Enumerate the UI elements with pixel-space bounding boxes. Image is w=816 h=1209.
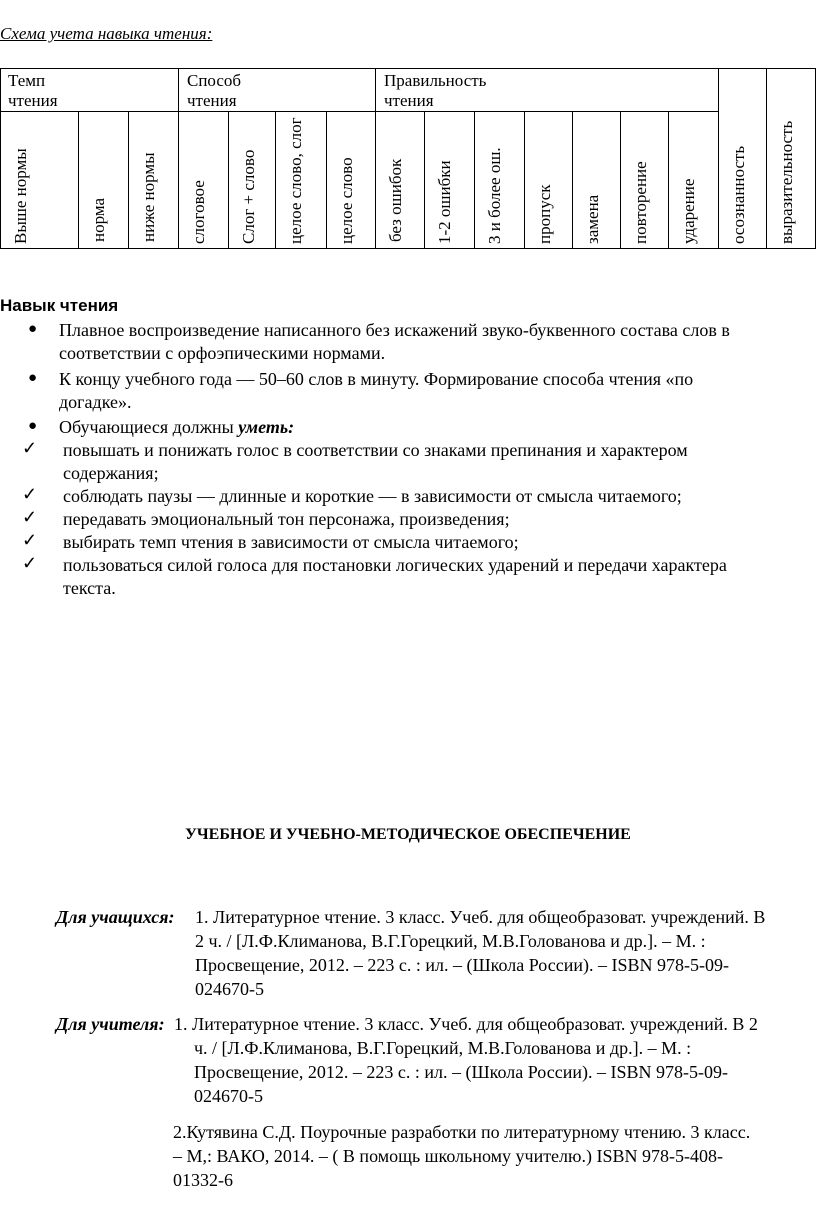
check-item-1b: содержания; <box>63 463 159 483</box>
skill-bullet-1a: Плавное воспроизведение написанного без искажений звуко-буквенного состава слов в <box>59 320 730 340</box>
table-rule <box>178 68 179 248</box>
table-rule <box>0 68 816 69</box>
table-column-label: осознанность <box>729 145 748 244</box>
table-rule <box>0 68 1 248</box>
table-column-label: целое слово <box>337 157 356 244</box>
bullet-icon: ● <box>28 418 38 434</box>
students-ref-line-2: 2 ч. / [Л.Ф.Климанова, В.Г.Горецкий, М.В.Голованова и др.]. – М. : <box>195 931 706 951</box>
table-column-label: выразительность <box>777 120 796 244</box>
table-rule <box>0 111 718 112</box>
table-column-label: целое слово, слог <box>286 117 305 244</box>
checkmark-icon: ✓ <box>22 438 38 458</box>
table-rule <box>228 111 229 248</box>
teacher-ref-line-1: 1. Литературное чтение. 3 класс. Учеб. для общеобразоват. учреждений. В 2 <box>174 1014 758 1034</box>
students-label: Для учащихся: <box>56 907 175 927</box>
table-group-header: Способ чтения <box>187 71 242 110</box>
check-item-2: соблюдать паузы — длинные и короткие — в зависимости от смысла читаемого; <box>63 486 682 506</box>
table-rule <box>424 111 425 248</box>
table-column-label: Выше нормы <box>11 148 30 244</box>
table-column-label: 1-2 ошибки <box>435 160 454 244</box>
checkmark-icon: ✓ <box>22 484 38 504</box>
checkmark-icon: ✓ <box>22 507 38 527</box>
students-ref-line-4: 024670-5 <box>195 979 264 999</box>
skill-bullet-3 <box>59 416 799 439</box>
table-column-label: без ошибок <box>386 158 405 242</box>
table-group-header: Темп чтения <box>8 71 58 110</box>
table-rule <box>275 111 276 248</box>
table-rule <box>0 248 816 249</box>
check-item-3: передавать эмоциональный тон персонажа, произведения; <box>63 509 510 529</box>
checkmark-icon: ✓ <box>22 530 38 550</box>
must-word: уметь: <box>238 417 295 437</box>
table-rule <box>766 68 767 248</box>
teacher-ref-line-2: ч. / [Л.Ф.Климанова, В.Г.Горецкий, М.В.Голованова и др.]. – М. : <box>194 1038 692 1058</box>
table-column-label: замена <box>583 194 602 244</box>
teacher-ref-line-3: Просвещение, 2012. – 223 с. : ил. – (Школа России). – ISBN 978-5-09- <box>194 1062 728 1082</box>
table-rule <box>524 111 525 248</box>
check-item-5b: текста. <box>63 578 116 598</box>
skill-bullet-3-text: Обучающиеся должны <box>59 417 239 437</box>
skill-heading: Навык чтения <box>0 296 119 315</box>
table-column-label: повторение <box>631 161 650 244</box>
checkmark-icon: ✓ <box>22 553 38 573</box>
table-rule <box>375 68 376 248</box>
table-rule <box>326 111 327 248</box>
students-ref-line-3: Просвещение, 2012. – 223 с. : ил. – (Школа России). – ISBN 978-5-09- <box>195 955 729 975</box>
students-ref-line-1: 1. Литературное чтение. 3 класс. Учеб. для общеобразоват. учреждений. В <box>195 907 766 927</box>
table-column-label: норма <box>89 197 108 242</box>
teacher-ref2-line-2: – М,: ВАКО, 2014. – ( В помощь школьному учителю.) ISBN 978-5-408- <box>173 1146 723 1166</box>
teacher-ref2-line-3: 01332-6 <box>173 1170 233 1190</box>
skill-bullet-1b: соответствии с орфоэпическими нормами. <box>59 343 386 363</box>
table-rule <box>620 111 621 248</box>
table-rule <box>474 111 475 248</box>
check-item-5a: пользоваться силой голоса для постановки логических ударений и передачи характера <box>63 555 727 575</box>
table-group-header: Правильность чтения <box>384 71 487 110</box>
table-column-label: пропуск <box>535 184 554 244</box>
table-rule <box>128 111 129 248</box>
table-column-label: 3 и более ош. <box>485 147 504 244</box>
table-column-label: ниже нормы <box>139 152 158 242</box>
teacher-ref-line-4: 024670-5 <box>194 1086 263 1106</box>
check-item-4: выбирать темп чтения в зависимости от смысла читаемого; <box>63 532 519 552</box>
table-rule <box>78 111 79 248</box>
bullet-icon: ● <box>28 370 38 386</box>
check-item-1a: повышать и понижать голос в соответствии со знаками препинания и характером <box>63 440 688 460</box>
table-column-label: Слог + слово <box>239 149 258 244</box>
teacher-ref2-line-1: 2.Кутявина С.Д. Поурочные разработки по литературному чтению. 3 класс. <box>173 1122 751 1142</box>
scheme-title: Схема учета навыка чтения: <box>0 24 213 43</box>
table-rule <box>668 111 669 248</box>
skill-bullet-2a: К концу учебного года — 50–60 слов в минуту. Формирование способа чтения «по <box>59 369 694 389</box>
table-rule <box>718 68 719 248</box>
table-column-label: ударение <box>679 178 698 244</box>
table-rule <box>572 111 573 248</box>
teacher-label: Для учителя: <box>56 1014 165 1034</box>
bullet-icon: ● <box>28 321 38 337</box>
skill-bullet-2b: догадке». <box>59 392 132 412</box>
table-column-label: слоговое <box>189 180 208 244</box>
support-heading: УЧЕБНОЕ И УЧЕБНО-МЕТОДИЧЕСКОЕ ОБЕСПЕЧЕНИЕ <box>185 826 631 843</box>
